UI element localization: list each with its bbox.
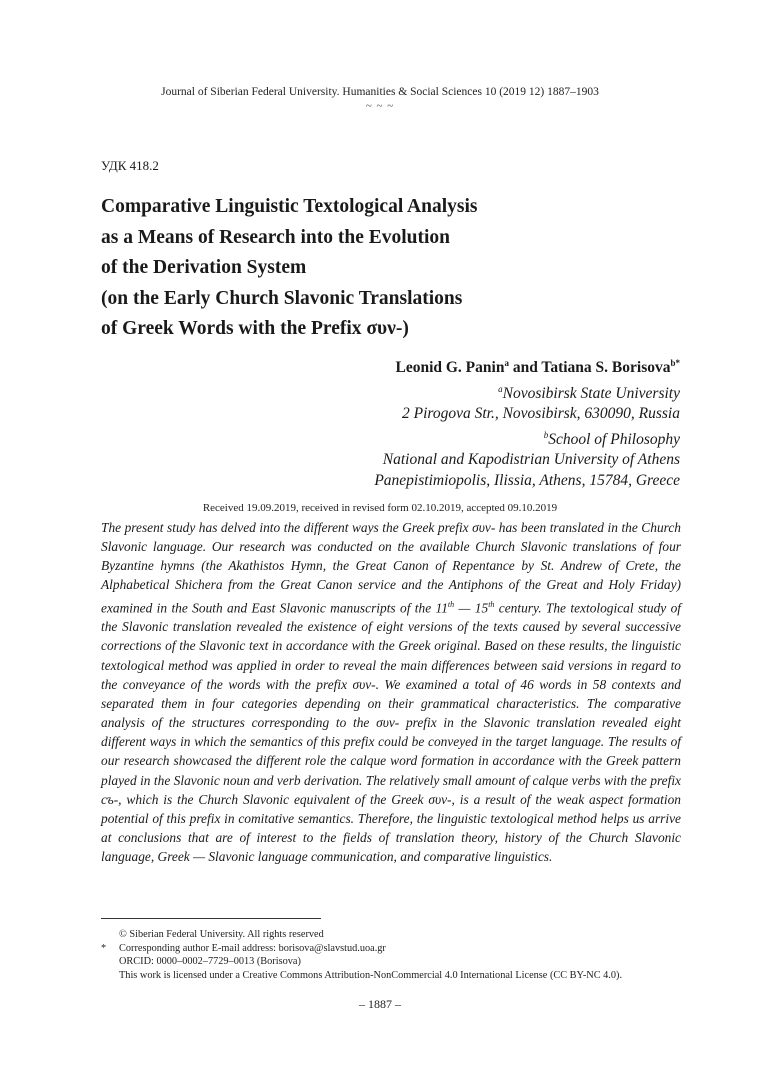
footnote-copyright: © Siberian Federal University. All rights reserved [119,929,324,940]
abstract-sup-1: th [447,599,455,609]
authors-block [260,353,680,491]
title-line: of the Derivation System [101,257,307,278]
affiliation-b-university: National and Kapodistrian University of Athens [382,451,680,469]
affiliation-a-text: Novosibirsk State University [502,384,680,402]
title-line: as a Means of Research into the Evolution [101,226,451,248]
footnotes [101,928,691,982]
title-line: (on the Early Church Slavonic Translations [101,287,463,309]
abstract-sup-2: th [488,599,495,609]
footnote-star-marker: * [101,942,107,954]
author-connector: and [508,359,542,377]
footnote-corresponding-text: Corresponding author E-mail address: borisova@slavstud.uoa.gr [119,942,386,954]
journal-header: Journal of Siberian Federal University. Humanities & Social Sciences 10 (2019 12) 1887–1903 [161,86,599,98]
received-dates: Received 19.09.2019, received in revised form 02.10.2019, accepted 09.10.2019 [202,502,558,514]
affiliation-b-address: Panepistimiopolis, Ilissia, Athens, 15784, Greece [374,471,680,489]
affiliation-b-text: School of Philosophy [548,430,680,448]
article-title [101,192,661,345]
title-line: of Greek Words with the Prefix συν-) [101,318,409,339]
affiliation-a-address: 2 Pirogova Str., Novosibirsk, 630090, Russia [401,405,680,423]
footnote-corresponding [101,942,691,956]
header-ornament: ~ ~ ~ [365,100,395,112]
affiliation-b-superscript: b [543,429,549,440]
author-names [260,353,680,379]
affiliation-a-superscript: a [498,383,503,394]
author-2-name: Tatiana S. Borisova [541,359,671,377]
author-1-name: Leonid G. Panin [395,359,505,377]
author-2-superscript: b* [670,358,680,368]
author-1-superscript: a [504,358,509,368]
udk-code: УДК 418.2 [101,158,159,173]
abstract-part-2: — 15 [454,600,489,616]
footnote-orcid: ORCID: 0000–0002–7729–0013 (Borisova) [119,956,301,968]
footnote-divider [101,918,321,919]
footnote-license: This work is licensed under a Creative Commons Attribution-NonCommercial 4.0 International License (CC BY-NC 4.0). [119,969,623,981]
abstract-part-1: The present study has delved into the different ways the Greek prefix συν- has been translated in the Church Slavonic language. Our research was conducted on the available Church Slavonic translations of four Byzantine hymns (the Akathistos Hymn, the Great Canon of Repentance by St. Andrew of Crete, the Alphabetical Shichera from the Great Canon service and the Antiphons of the Great and Holy Friday) examined in the South and East Slavonic manuscripts of the 11 [101,520,681,616]
affiliation-b-name [260,425,680,451]
abstract-part-3: century. The textological study of the Slavonic translation revealed the existence of eight versions of the texts caused by several successive corrections of the Slavonic text in accordance with the Greek original. Based on these results, the linguistic textological method was applied in order to reveal the main differences between said versions in regard to the conveyance of the words with the prefix συν-. We examined a total of 46 words in 58 contexts and separated them in four categories depending on their grammatical characteristics. The comparative analysis of the structures corresponding to the συν- prefix in the Slavonic translation revealed eight different ways in which the semantics of this prefix could be conveyed in the target language. The results of our research showcased the different role the calque word formation in accordance with the Greek pattern played in the Slavonic noun and verb derivation. The relatively small amount of calque verbs with the prefix съ-, which is the Church Slavonic equivalent of the Greek συν-, is a result of the weak aspect formation potential of this prefix in comitative semantics. Therefore, the linguistic textological method helps us arrive at conclusions that are of interest to the fields of translation theory, history of the Church Slavonic language, Greek — Slavonic language communication, and comparative linguistics. [101,600,682,865]
page-number: – 1887 – [359,997,401,1011]
title-line: Comparative Linguistic Textological Analysis [101,196,478,217]
affiliation-a-name [260,379,680,405]
abstract [101,518,681,866]
